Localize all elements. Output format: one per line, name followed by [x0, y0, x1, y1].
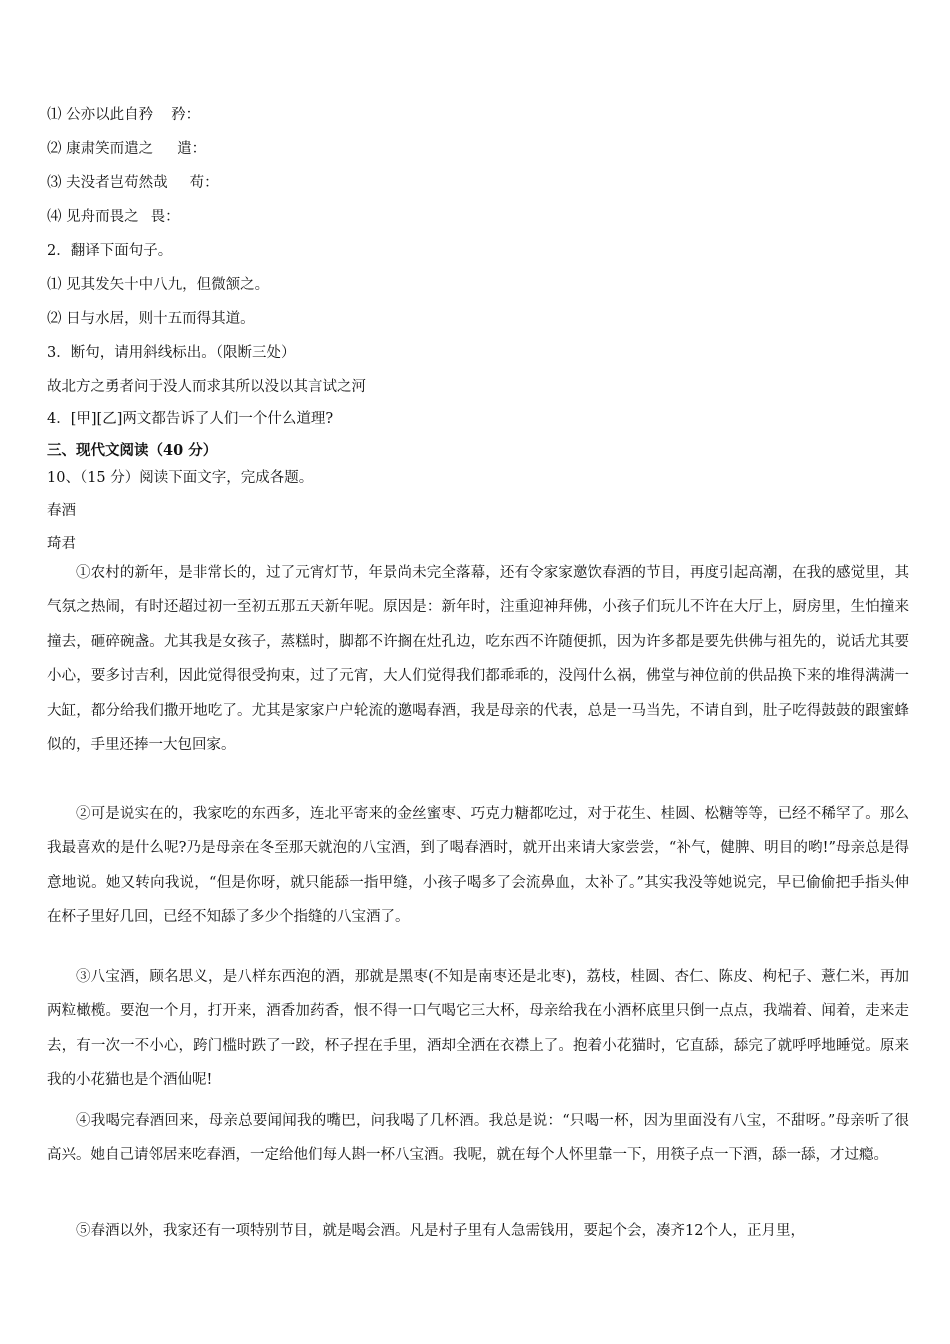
paragraph-5: ⑤春酒以外，我家还有一项特别节目，就是喝会酒。凡是村子里有人急需钱用，要起个会，凑齐12个人，正月里，	[76, 1223, 805, 1239]
q1-item-1-term: 矜：	[171, 107, 201, 123]
article-title: 春酒	[47, 503, 76, 519]
q10-instruction: 10、（15 分）阅读下面文字，完成各题。	[47, 470, 314, 486]
q1-item-4-term: 畏：	[150, 209, 180, 225]
q3-text: 故北方之勇者问于没人而求其所以没以其言试之河	[47, 379, 366, 395]
q1-item-3-term: 苟：	[189, 175, 219, 191]
q1-item-4-text: ⑷ 见舟而畏之	[47, 209, 139, 225]
paragraph-4: ④我喝完春酒回来，母亲总要闻闻我的嘴巴，问我喝了几杯酒。我总是说：“只喝一杯，因为里面没有八宝，不甜呀。”母亲听了很高兴。她自己请邻居来吃春酒，一定给他们每人斟一杯八宝酒。我呢，就在每个人怀里靠一下，用筷子点一下酒，舔一舔，才过瘾。	[47, 1113, 909, 1164]
paragraph-3: ③八宝酒，顾名思义，是八样东西泡的酒，那就是黑枣(不知是南枣还是北枣)，荔枝，桂圆、杏仁、陈皮、枸杞子、薏仁米，再加两粒橄榄。要泡一个月，打开来，酒香加药香，恨不得一口气喝它三大杯，母亲给我在小酒杯底里只倒一点点，我端着、闻着，走来走去，有一次一不小心，跨门槛时跌了一跤，杯子捏在手里，酒却全洒在衣襟上了。抱着小花猫时，它直舔，舔完了就呼呼地睡觉。原来我的小花猫也是个酒仙呢!	[47, 969, 909, 1089]
q2-item-2: ⑵ 日与水居，则十五而得其道。	[47, 311, 255, 327]
paragraph-1: ①农村的新年，是非常长的，过了元宵灯节，年景尚未完全落幕，还有令家家邀饮春酒的节目，再度引起高潮，在我的感觉里，其气氛之热闹，有时还超过初一至初五那五天新年呢。原因是：新年时，注重迎神拜佛，小孩子们玩儿不许在大厅上，厨房里，生怕撞来撞去，砸碎碗盏。尤其我是女孩子，蒸糕时，脚都不许搁在灶孔边，吃东西不许随便抓，因为许多都是要先供佛与祖先的，说话尤其要小心，要多讨吉利，因此觉得很受拘束，过了元宵，大人们觉得我们都乖乖的，没闯什么祸，佛堂与神位前的供品换下来的堆得满满一大缸，都分给我们撒开地吃了。尤其是家家户户轮流的邀喝春酒，我是母亲的代表，总是一马当先，不请自到，肚子吃得鼓鼓的跟蜜蜂似的，手里还捧一大包回家。	[47, 565, 909, 754]
paragraph-2: ②可是说实在的，我家吃的东西多，连北平寄来的金丝蜜枣、巧克力糖都吃过，对于花生、桂圆、松糖等等，已经不稀罕了。那么我最喜欢的是什么呢?乃是母亲在冬至那天就泡的八宝酒，到了喝春酒时，就开出来请大家尝尝，“补气，健脾、明目的哟!”母亲总是得意地说。她又转向我说，“但是你呀，就只能舔一指甲缝，小孩子喝多了会流鼻血，太补了。”其实我没等她说完，早已偷偷把手指头伸在杯子里好几回，已经不知舔了多少个指缝的八宝酒了。	[47, 806, 909, 926]
q1-item-4	[47, 205, 180, 226]
q2-item-1: ⑴ 见其发矢十中八九，但微颔之。	[47, 277, 270, 293]
article-author: 琦君	[47, 536, 76, 552]
q2-title: 2．翻译下面句子。	[47, 243, 173, 259]
q1-item-1	[47, 103, 200, 124]
q1-item-2-term: 遣：	[177, 141, 207, 157]
q4-title: 4．[甲][乙]两文都告诉了人们一个什么道理?	[47, 411, 334, 427]
q1-item-1-text: ⑴ 公亦以此自矜	[47, 107, 154, 123]
q1-item-3	[47, 171, 219, 192]
section-heading: 三、现代文阅读（40 分）	[47, 442, 218, 459]
q1-item-3-text: ⑶ 夫没者岂苟然哉	[47, 175, 168, 191]
q1-item-2-text: ⑵ 康肃笑而遣之	[47, 141, 154, 157]
q1-item-2	[47, 137, 206, 158]
q3-title: 3．断句，请用斜线标出。（限断三处）	[47, 345, 296, 361]
